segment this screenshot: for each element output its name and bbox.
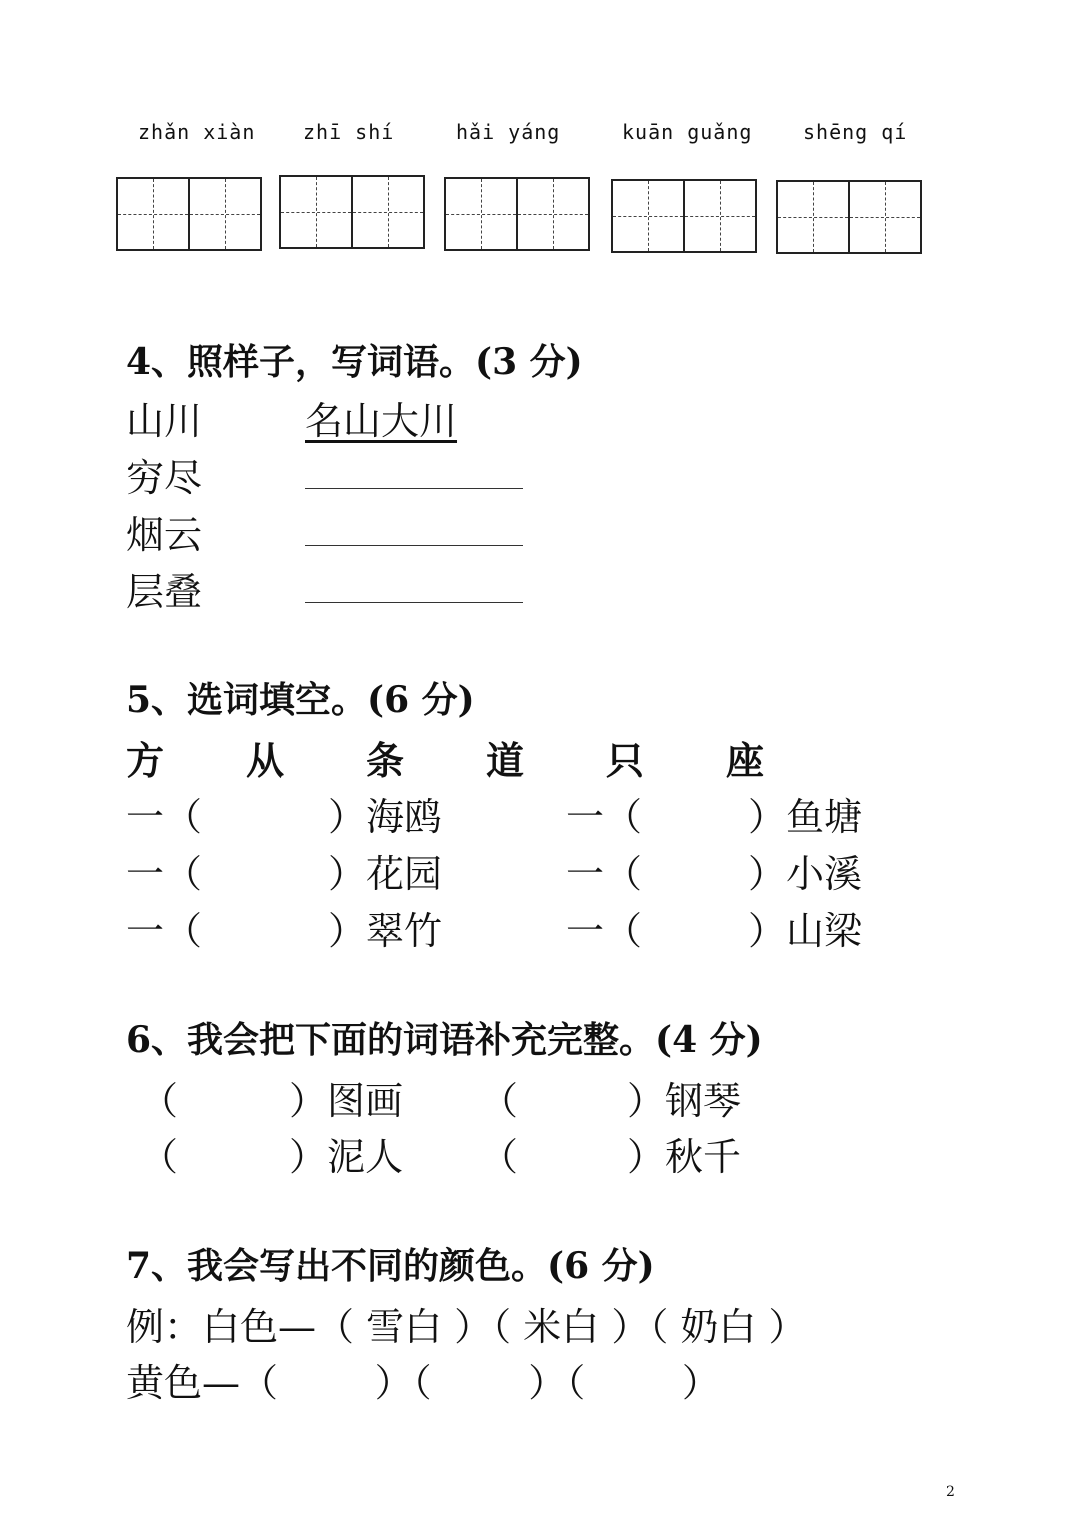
q5-right-prefix-1: 一（ [566, 795, 643, 839]
pinyin-3: hǎi yáng [456, 120, 561, 144]
q5-left-prefix-2: 一（ [126, 852, 203, 896]
q6-open-3: （ [140, 1135, 179, 1179]
q6-open-4: （ [480, 1135, 519, 1179]
page-number: 2 [946, 1484, 955, 1500]
q6-heading: 6、我会把下面的词语补充完整。(4 分) [126, 1019, 763, 1061]
q6-close-1: ） [289, 1079, 328, 1123]
q4-word-3: 层叠 [126, 570, 203, 614]
pinyin-2: zhī shí [303, 120, 395, 144]
q5-choice-4: 道 [486, 738, 525, 783]
q6-close-2: ） [627, 1079, 666, 1123]
q6-open-2: （ [480, 1079, 519, 1123]
q5-left-close-3: ） [328, 909, 367, 953]
q5-right-close-3: ） [748, 909, 787, 953]
q7-task: 黄色—（ ）（ ）（ ） [126, 1361, 720, 1405]
writing-box-1[interactable] [116, 177, 262, 251]
q5-choice-2: 从 [246, 738, 285, 783]
q5-right-prefix-3: 一（ [566, 909, 643, 953]
q5-right-word-2: 小溪 [786, 852, 863, 896]
q5-right-word-3: 山梁 [786, 909, 863, 953]
q5-left-close-2: ） [328, 852, 367, 896]
q5-right-close-1: ） [748, 795, 787, 839]
q5-left-prefix-3: 一（ [126, 909, 203, 953]
q5-left-word-3: 翠竹 [366, 909, 443, 953]
q4-answer-line-2[interactable] [305, 545, 523, 546]
q6-word-4: 秋千 [665, 1135, 742, 1179]
q4-example-word: 山川 [126, 399, 203, 443]
q5-choice-1: 方 [126, 738, 165, 783]
q6-close-3: ） [289, 1135, 328, 1179]
writing-box-3[interactable] [444, 177, 590, 251]
q5-choice-3: 条 [366, 738, 405, 783]
q6-word-2: 钢琴 [665, 1079, 742, 1123]
writing-box-4[interactable] [611, 179, 757, 253]
q5-left-prefix-1: 一（ [126, 795, 203, 839]
q5-right-prefix-2: 一（ [566, 852, 643, 896]
q5-choice-5: 只 [606, 738, 645, 783]
pinyin-1: zhǎn xiàn [138, 120, 256, 144]
q5-left-word-1: 海鸥 [366, 795, 443, 839]
q4-heading: 4、照样子，写词语。(3 分) [126, 341, 583, 383]
q6-close-4: ） [627, 1135, 666, 1179]
q5-right-close-2: ） [748, 852, 787, 896]
writing-box-5[interactable] [776, 180, 922, 254]
q5-heading: 5、选词填空。(6 分) [126, 679, 475, 721]
q4-answer-line-3[interactable] [305, 602, 523, 603]
q5-choice-6: 座 [726, 738, 765, 783]
q6-word-1: 图画 [327, 1079, 404, 1123]
q7-example: 例：白色—（ 雪白 ）（ 米白 ）（ 奶白 ） [126, 1305, 807, 1349]
pinyin-4: kuān guǎng [622, 120, 753, 144]
q7-heading: 7、我会写出不同的颜色。(6 分) [126, 1245, 655, 1287]
q4-word-2: 烟云 [126, 513, 203, 557]
q6-open-1: （ [140, 1079, 179, 1123]
writing-box-2[interactable] [279, 175, 425, 249]
pinyin-5: shēng qí [803, 120, 908, 144]
q4-example-answer: 名山大川 [305, 399, 458, 443]
q5-left-word-2: 花园 [366, 852, 443, 896]
q4-answer-line-1[interactable] [305, 488, 523, 489]
q5-right-word-1: 鱼塘 [786, 795, 863, 839]
q5-left-close-1: ） [328, 795, 367, 839]
q4-word-1: 穷尽 [126, 456, 203, 500]
q6-word-3: 泥人 [327, 1135, 404, 1179]
